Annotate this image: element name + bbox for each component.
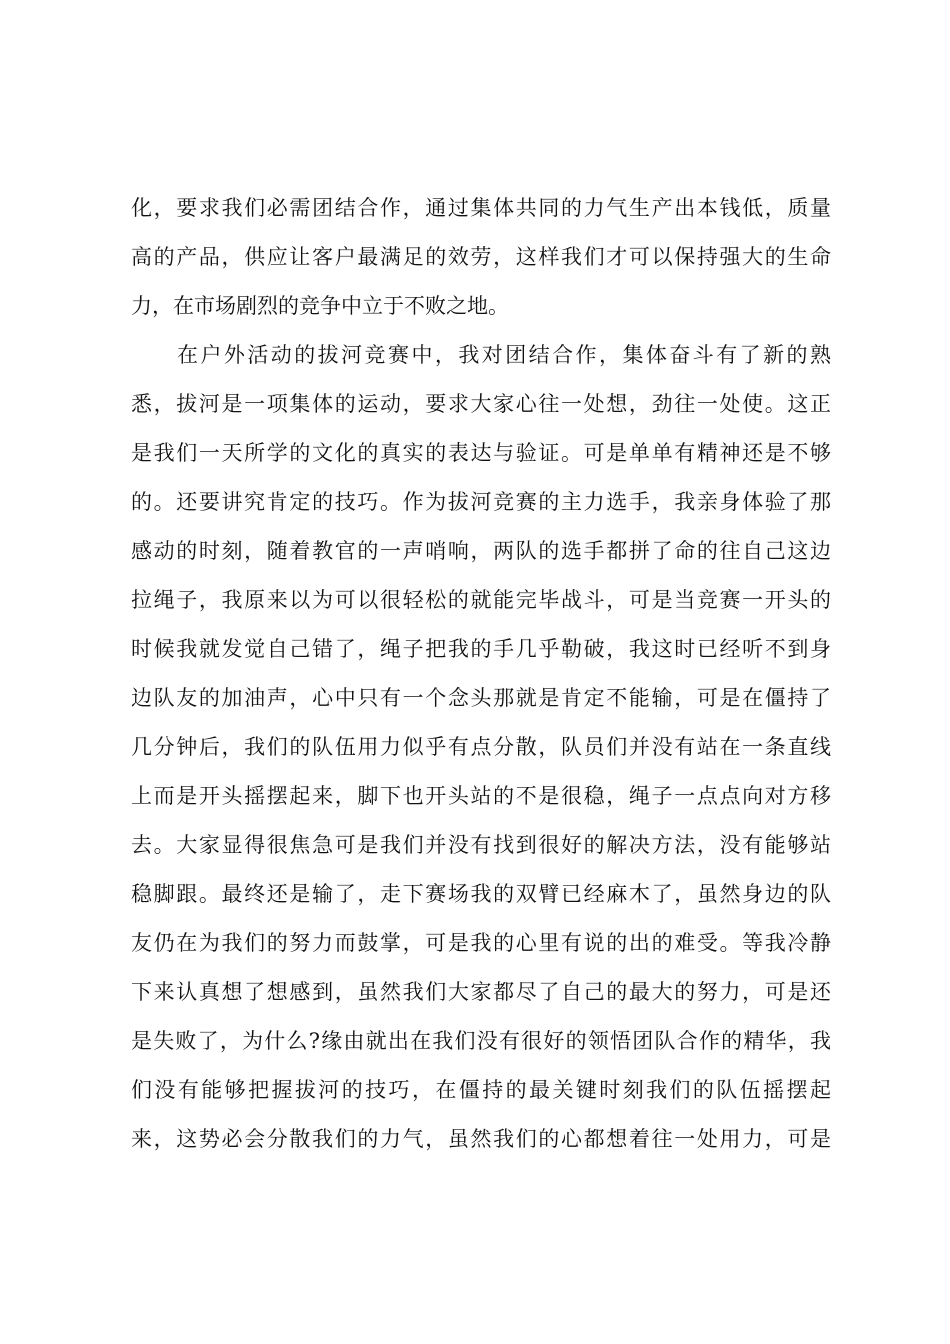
- text-line: 们没有能够把握拔河的技巧，在僵持的最关键时刻我们的队伍摇摆起: [131, 1078, 831, 1102]
- text-line: 时候我就发觉自己错了，绳子把我的手几乎勒破，我这时已经听不到身: [131, 637, 831, 661]
- text-line: 边队友的加油声，心中只有一个念头那就是肯定不能输，可是在僵持了: [131, 686, 831, 710]
- text-line: 力，在市场剧烈的竞争中立于不败之地。: [131, 294, 509, 318]
- text-line: 在户外活动的拔河竞赛中，我对团结合作，集体奋斗有了新的熟: [177, 343, 831, 367]
- text-line: 下来认真想了想感到，虽然我们大家都尽了自己的最大的努力，可是还: [131, 980, 831, 1004]
- text-line: 感动的时刻，随着教官的一声哨响，两队的选手都拼了命的往自己这边: [131, 539, 831, 563]
- text-line: 高的产品，供应让客户最满足的效劳，这样我们才可以保持强大的生命: [131, 245, 831, 269]
- text-line: 上而是开头摇摆起来，脚下也开头站的不是很稳，绳子一点点向对方移: [131, 784, 831, 808]
- text-line: 化，要求我们必需团结合作，通过集体共同的力气生产出本钱低，质量: [131, 196, 831, 220]
- text-line: 是我们一天所学的文化的真实的表达与验证。可是单单有精神还是不够: [131, 441, 831, 465]
- text-line: 几分钟后，我们的队伍用力似乎有点分散，队员们并没有站在一条直线: [131, 735, 831, 759]
- text-line: 来，这势必会分散我们的力气，虽然我们的心都想着往一处用力，可是: [131, 1127, 831, 1151]
- text-line: 稳脚跟。最终还是输了，走下赛场我的双臂已经麻木了，虽然身边的队: [131, 882, 831, 906]
- text-line: 友仍在为我们的努力而鼓掌，可是我的心里有说的出的难受。等我冷静: [131, 931, 831, 955]
- text-line: 去。大家显得很焦急可是我们并没有找到很好的解决方法，没有能够站: [131, 833, 831, 857]
- paragraph-1: [131, 188, 831, 335]
- paragraph-2: [131, 335, 831, 1168]
- text-line: 的。还要讲究肯定的技巧。作为拔河竞赛的主力选手，我亲身体验了那: [131, 490, 831, 514]
- document-body: [131, 188, 831, 1168]
- text-line: 是失败了，为什么?缘由就出在我们没有很好的领悟团队合作的精华，我: [131, 1029, 831, 1053]
- text-line: 悉，拔河是一项集体的运动，要求大家心往一处想，劲往一处使。这正: [131, 392, 831, 416]
- text-line: 拉绳子，我原来以为可以很轻松的就能完毕战斗，可是当竞赛一开头的: [131, 588, 831, 612]
